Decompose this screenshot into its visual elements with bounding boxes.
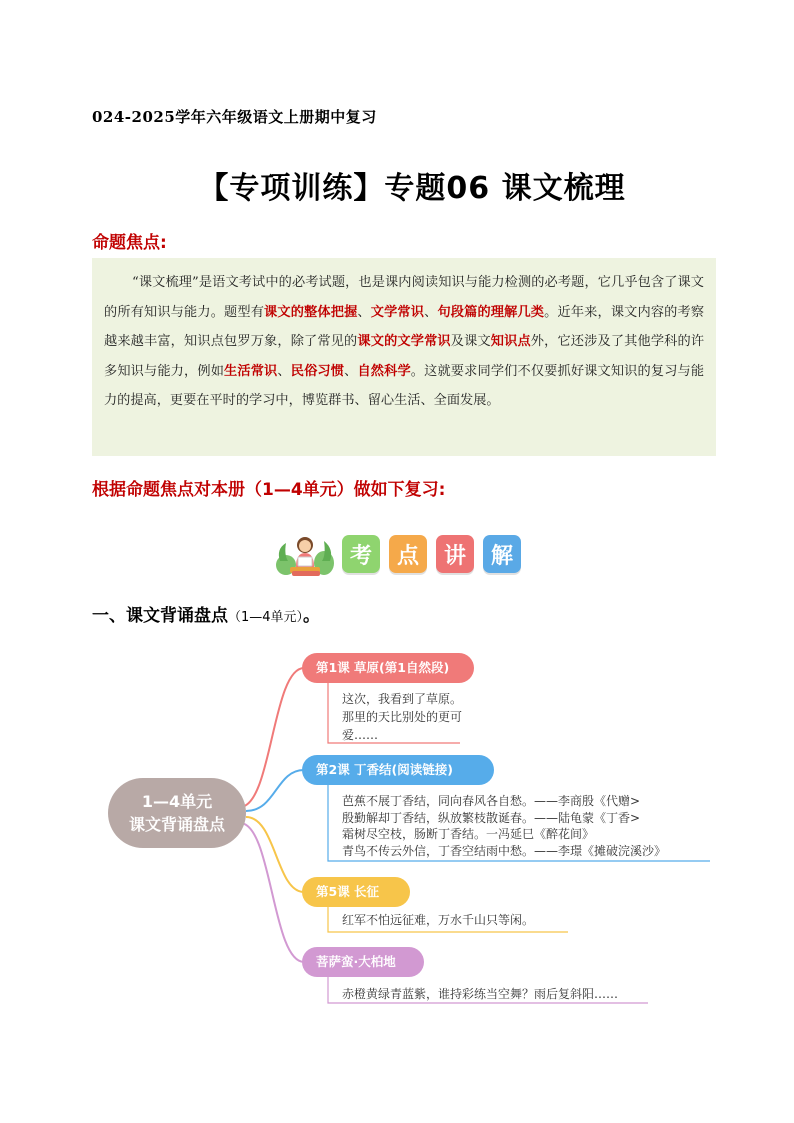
- highlight-term: 民俗习惯: [290, 363, 345, 379]
- focus-box: [92, 258, 716, 456]
- mindmap-center-node: [108, 778, 246, 848]
- page-title: 【专项训练】专题06 课文梳理: [198, 171, 626, 206]
- paragraph-run: 、: [357, 304, 371, 320]
- center-line-2: 课文背诵盘点: [128, 815, 225, 834]
- badge-jiang: 讲: [436, 535, 474, 573]
- paragraph-run: 。近年来，课文内容的考察越来越丰富，知识点包罗万象，除了常见的: [104, 304, 705, 349]
- branch-lesson2: 第2课 丁香结(阅读链接): [302, 755, 494, 785]
- branch-lesson5: 第5课 长征: [302, 877, 410, 907]
- poem-line: 芭蕉不展丁香结，同向春风各自愁。——李商殷《代赠>: [342, 794, 641, 808]
- branch-lesson2-text: [342, 793, 722, 859]
- poem-line: 殷勤解却丁香结，纵放繁枝散诞春。——陆龟蒙《丁香>: [342, 810, 641, 825]
- badge-dian: 点: [389, 535, 427, 573]
- poem-line: 青鸟不传云外信，丁香空结雨中愁。——李璟《摊破浣溪沙》: [342, 843, 667, 858]
- highlight-term: 课文的文学常识: [357, 334, 451, 349]
- highlight-term: 句段篇的理解几类: [437, 304, 545, 320]
- paragraph-run: 、: [424, 304, 438, 320]
- highlight-term: 自然科学: [357, 363, 411, 379]
- center-line-1: 1—4单元: [141, 792, 213, 811]
- branch-lesson1-text: 这次，我看到了草原。那里的天比别处的更可爱……: [342, 692, 463, 742]
- paragraph-run: 、: [344, 363, 358, 379]
- review-heading: 根据命题焦点对本册（1—4单元）做如下复习:: [92, 480, 446, 500]
- document-header: 024-2025学年六年级语文上册期中复习: [92, 108, 377, 126]
- branch-pusaman-text: 赤橙黄绿青蓝紫，谁持彩练当空舞？雨后复斜阳……: [342, 987, 619, 1001]
- branch-lesson5-text: 红军不怕远征难，万水千山只等闲。: [342, 913, 535, 927]
- highlight-term: 生活常识: [224, 363, 278, 379]
- mindmap: [100, 645, 720, 1015]
- paragraph-run: 及课文: [450, 334, 491, 349]
- highlight-term: 知识点: [490, 334, 531, 349]
- part1-heading-main: 一、课文背诵盘点: [92, 606, 228, 626]
- paragraph-run: 。这就要求同学们不仅要抓好课文知识的复习与能力的提高，更要在平时的学习中，博览群书、留心生活、全面发展。: [104, 363, 705, 408]
- branch-lesson1: 第1课 草原(第1自然段): [302, 653, 474, 683]
- focus-heading: 命题焦点:: [92, 233, 167, 253]
- paragraph-run: “课文梳理”是语文考试中的必考试题，也是课内阅读知识与能力检测的必考题，它几乎包含了课文的所有知识与能力。题型有: [104, 275, 704, 320]
- paragraph-run: 、: [277, 363, 291, 379]
- part1-heading-sub: （1—4单元）: [228, 610, 304, 625]
- reading-child-illustration: [274, 531, 336, 577]
- part1-heading-tail: 。: [303, 606, 321, 626]
- poem-line: 霜树尽空枝，肠断丁香结。一冯延巳《醉花间》: [342, 827, 595, 841]
- kaodian-banner: [274, 531, 530, 577]
- branch-pusaman: 菩萨蛮·大柏地: [302, 947, 424, 977]
- highlight-term: 课文的整体把握: [264, 304, 358, 320]
- badge-jie: 解: [483, 535, 521, 573]
- paragraph-run: 外，它还涉及了其他学科的许多知识与能力，例如: [104, 334, 705, 379]
- part1-heading: [92, 601, 320, 626]
- badge-kao: 考: [342, 535, 380, 573]
- focus-paragraph: [104, 275, 704, 408]
- highlight-term: 文学常识: [370, 304, 425, 320]
